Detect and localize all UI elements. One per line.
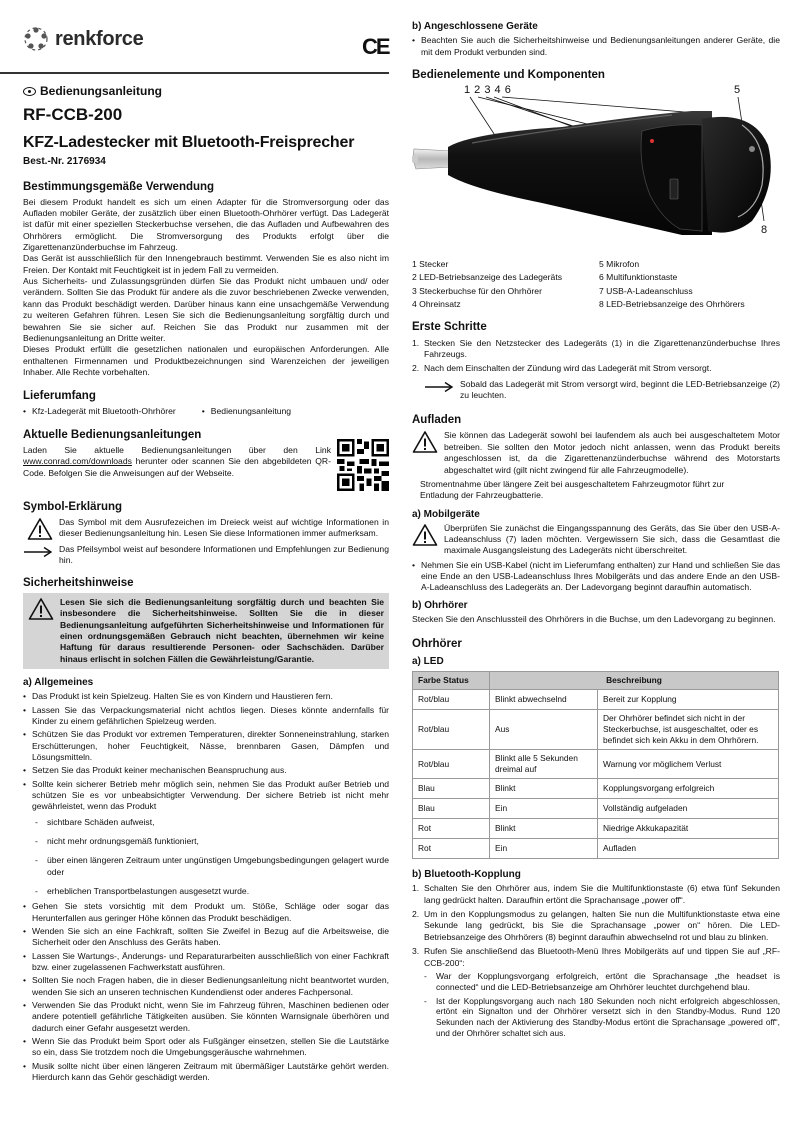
list-item: • Wenden Sie sich an eine Fachkraft, sollten Sie Zweifel in Bezug auf die Arbeitsweise, die Sicherheit oder den Anschluss des Geräts haben. xyxy=(23,926,389,949)
intended-use-p1: Bei diesem Produkt handelt es sich um einen Adapter für die Stromversorgung oder das Aufladen mobiler Geräte, der zusätzlich über einen Bluetooth-Ohrhörer verfügt. Das Ladegerät ist dafür mit einer speziellen Steckerbuchse versehen, die das Aufladen und Aufbewahren des Ohrhörers ermöglicht. Die Stromversorgung des Produkts erfolgt über die Zigarettenanzünderbuchse im Fahrzeug. xyxy=(23,196,389,253)
cell-state: Blinkt xyxy=(490,819,598,839)
symbol-warning-text: Das Symbol mit dem Ausrufezeichen im Dreieck weist auf wichtige Informationen in dieser Bedienungsanleitung hin. Lesen Sie diese Informationen immer aufmerksam. xyxy=(59,517,389,539)
cell-meaning: Der Ohrhörer befindet sich nicht in der Steckerbuchse, ist ausgeschaltet, oder es befindet sich kein Akku in dem Ohrhörern. xyxy=(598,709,779,749)
table-row xyxy=(413,799,779,819)
step-item xyxy=(412,883,780,906)
delivery-item: • Bedienungsanleitung xyxy=(202,406,291,417)
table-row xyxy=(413,839,779,859)
manual-label-text: Bedienungsanleitung xyxy=(40,84,163,98)
table-row xyxy=(413,709,779,749)
cell-state: Blinkt alle 5 Sekunden dreimal auf xyxy=(490,750,598,779)
step-item xyxy=(412,946,780,1039)
table-row xyxy=(413,819,779,839)
arrow-right-icon xyxy=(23,546,53,558)
led-status-table xyxy=(412,671,779,860)
symbol-warning-row xyxy=(27,517,389,541)
sub-list-item: - sichtbare Schäden aufweist, xyxy=(23,817,389,828)
step-text: Nach dem Einschalten der Zündung wird das Ladegerät mit Strom versorgt. xyxy=(424,363,712,374)
list-item: • Lassen Sie Wartungs-, Änderungs- und Reparaturarbeiten ausschließlich von einer Fachkraft bzw. einer zugelassenen Fachwerkstatt ausführen. xyxy=(23,951,389,974)
list-item-text: Sollte kein sicherer Betrieb mehr möglich sein, nehmen Sie das Produkt außer Betrieb und schützen Sie es vor unbeabsichtigter Verwendung. Der sichere Betrieb ist nicht mehr gewährleistet, wenn das Produkt xyxy=(32,778,389,812)
step-text: Rufen Sie anschließend das Bluetooth-Menü Ihres Mobilgeräts auf und tippen Sie auf „RF-CCB-200“: xyxy=(424,946,780,968)
ce-mark: CE xyxy=(362,34,389,59)
manual-eye-icon xyxy=(23,87,36,96)
first-steps-heading: Erste Schritte xyxy=(412,321,487,334)
legend-item: 2 LED-Betriebsanzeige des Ladegeräts xyxy=(412,272,563,283)
led-table-body xyxy=(413,689,779,858)
warning-triangle-icon xyxy=(412,523,438,547)
list-item: • Das Produkt ist kein Spielzeug. Halten Sie es von Kindern und Haustieren fern. xyxy=(23,691,389,702)
step-text: Schalten Sie den Ohrhörer aus, indem Sie die Multifunktionstaste (6) etwa fünf Sekunden lang gedrückt halten. Daraufhin ertönt die Sprachansage „power off“. xyxy=(424,883,780,905)
charger-earphone-illustration xyxy=(412,85,780,255)
list-item: • Sollten Sie noch Fragen haben, die in dieser Bedienungsanleitung nicht beantwortet wurden, wenden Sie sich an unseren technischen Kundendienst oder anderes Fachpersonal. xyxy=(23,975,389,998)
sub-list-item: - erheblichen Transportbelastungen ausgesetzt wurde. xyxy=(23,886,389,897)
cell-color-status: Rot/blau xyxy=(413,689,490,709)
sub-list-item: - über einen längeren Zeitraum unter ungünstigen Umgebungsbedingungen gelagert wurde oder xyxy=(23,855,389,878)
cell-meaning: Bereit zur Kopplung xyxy=(598,689,779,709)
earphone-heading: Ohrhörer xyxy=(412,638,462,651)
legend-item: 3 Steckerbuchse für den Ohrhörer xyxy=(412,285,542,296)
charging-extra-text: Stromentnahme über längere Zeit bei ausgeschaltetem Fahrzeugmotor führt zur Entladung der Fahrzeugbatterie. xyxy=(420,478,725,501)
step-text: Stecken Sie den Netzstecker des Ladegeräts (1) in die Zigarettenanzünderbuchse Ihres Fahrzeugs. xyxy=(424,337,780,359)
first-steps-note xyxy=(424,379,780,402)
right-column xyxy=(412,20,780,1043)
cell-color-status: Rot xyxy=(413,839,490,859)
intended-use-p4: Dieses Produkt erfüllt die gesetzlichen nationalen und europäischen Anforderungen. Alle enthaltenen Firmennamen und Produktbezeichnungen sind Warenzeichen der jeweiligen Inhaber. Alle Rechte vorbehalten. xyxy=(23,344,389,377)
bt-pairing-heading: b) Bluetooth-Kopplung xyxy=(412,869,521,881)
table-row xyxy=(413,779,779,799)
list-item: • Beachten Sie auch die Sicherheitshinweise und Bedienungsanleitungen anderer Geräte, die mit dem Produkt verbunden sind. xyxy=(412,35,780,58)
cell-state: Ein xyxy=(490,799,598,819)
cell-state: Blinkt xyxy=(490,779,598,799)
th-description: Beschreibung xyxy=(490,671,779,689)
mobile-list xyxy=(412,560,780,594)
first-steps-list xyxy=(412,338,780,375)
order-number: Best.-Nr. 2176934 xyxy=(23,156,106,168)
step-number: 3. xyxy=(412,946,420,957)
step-item xyxy=(412,338,780,361)
cell-meaning: Kopplungsvorgang erfolgreich xyxy=(598,779,779,799)
controls-heading: Bedienelemente und Komponenten xyxy=(412,68,605,81)
led-heading: a) LED xyxy=(412,655,444,667)
mobile-warning xyxy=(412,523,780,557)
current-manuals-text-b: herunter oder scannen Sie den abgebildeten QR-Code. Befolgen Sie die Anweisungen auf der Webseite. xyxy=(23,456,331,478)
warning-triangle-icon xyxy=(27,517,53,541)
callout-label-1-6: 1 2 3 4 6 xyxy=(464,84,512,97)
arrow-right-icon xyxy=(424,381,454,393)
step-number: 1. xyxy=(412,337,420,348)
legend-item: 6 Multifunktionstaste xyxy=(599,272,678,283)
warning-triangle-icon xyxy=(28,597,54,621)
step-text: Um in den Kopplungsmodus zu gelangen, halten Sie nun die Multifunktionstaste etwa eine Sekunde lang gedrückt, bis Sie die Sprachansage „power on“ hören. Die LED-Betriebsanzeige des Ohrhörers (8) beginnt daraufhin abwechselnd rot und blau zu blinken. xyxy=(424,909,780,942)
cell-color-status: Blau xyxy=(413,799,490,819)
cell-state: Blinkt abwechselnd xyxy=(490,689,598,709)
cell-meaning: Niedrige Akkukapazität xyxy=(598,819,779,839)
legend-item: 5 Mikrofon xyxy=(599,259,640,270)
warning-triangle-icon xyxy=(412,430,438,454)
sub-list xyxy=(23,817,389,898)
delivery-item: • Kfz-Ladegerät mit Bluetooth-Ohrhörer xyxy=(23,406,176,417)
connected-list xyxy=(412,35,780,58)
list-item: • Setzen Sie das Produkt keiner mechanischen Beanspruchung aus. xyxy=(23,765,389,776)
note-text: Sobald das Ladegerät mit Strom versorgt wird, beginnt die LED-Betriebsanzeige (2) zu leuchten. xyxy=(460,378,780,400)
general-heading: a) Allgemeines xyxy=(23,677,94,689)
earbud-charging-text: Stecken Sie den Anschlussteil des Ohrhörers in die Buchse, um den Ladevorgang zu beginnen. xyxy=(412,613,776,624)
step-item xyxy=(412,909,780,943)
list-item: • Musik sollte nicht über einen längeren Zeitraum mit übermäßiger Lautstärke gehört werden. Hierdurch kann das Gehör geschädigt werden. xyxy=(23,1061,389,1084)
step-number: 2. xyxy=(412,909,420,920)
charging-warning xyxy=(412,430,780,475)
bt-pairing-list xyxy=(412,883,780,1039)
mobile-heading: a) Mobilgeräte xyxy=(412,508,480,520)
list-item: • Gehen Sie stets vorsichtig mit dem Produkt um. Stöße, Schläge oder sogar das Herunterfallen aus geringer Höhe können das Produkt beschädigen. xyxy=(23,901,389,924)
product-diagram xyxy=(412,85,780,255)
legend-item: 1 Stecker xyxy=(412,259,449,270)
qr-code-icon[interactable] xyxy=(337,439,389,491)
product-title: KFZ-Ladestecker mit Bluetooth-Freisprecher xyxy=(23,134,355,152)
cell-color-status: Blau xyxy=(413,779,490,799)
cell-color-status: Rot xyxy=(413,819,490,839)
intended-use-heading: Bestimmungsgemäße Verwendung xyxy=(23,180,215,193)
sub-list-item: - War der Kopplungsvorgang erfolgreich, ertönt die Sprachansage „the headset is connected“ und die LED-Betriebsanzeige am Ohrhörer leuchtet durchgehend blau. xyxy=(412,971,780,994)
list-item: • Wenn Sie das Produkt beim Sport oder als Fußgänger einsetzen, stellen Sie die Lautstärke so ein, dass Sie trotzdem noch die Umgebungsgeräusche wahrnehmen. xyxy=(23,1036,389,1059)
current-manuals-heading: Aktuelle Bedienungsanleitungen xyxy=(23,428,202,441)
cell-state: Aus xyxy=(490,709,598,749)
legend-item: 7 USB-A-Ladeanschluss xyxy=(599,285,693,296)
sub-list xyxy=(412,971,780,1039)
table-header-row xyxy=(413,671,779,689)
cell-meaning: Vollständig aufgeladen xyxy=(598,799,779,819)
step-item xyxy=(412,363,780,374)
delivery-list xyxy=(23,406,389,419)
list-item: • Nehmen Sie ein USB-Kabel (nicht im Lieferumfang enthalten) zur Hand und schließen Sie das eine Ende an den USB-Ladeanschluss Ihres Mobilgeräts und das andere Ende an den USB-A-Ladeanschluss des Ladegeräts an. Der Ladevorgang beginnt daraufhin automatisch. xyxy=(412,560,780,594)
header-rule xyxy=(0,72,389,74)
manual-label xyxy=(23,84,389,100)
th-color-status: Farbe Status xyxy=(413,671,490,689)
list-item xyxy=(23,779,389,898)
sub-list-item: - Ist der Kopplungsvorgang auch nach 180 Sekunden noch nicht erfolgreich abgeschlossen, ertönt ein Signalton und der Ohrhörer versetzt sich in den Standby-Modus. Rund 120 Sekunden nach der Aktivierung des Standby-Modus ertönt die Sprachansage „powered off“, und der Ohrhörer schaltet sich aus. xyxy=(412,996,780,1040)
symbols-heading: Symbol-Erklärung xyxy=(23,500,123,513)
component-legend xyxy=(412,259,780,310)
cell-color-status: Rot/blau xyxy=(413,750,490,779)
cell-meaning: Aufladen xyxy=(598,839,779,859)
list-item: • Lassen Sie das Verpackungsmaterial nicht achtlos liegen. Dieses könnte andernfalls für Kinder zu einem gefährlichen Spielzeug werden. xyxy=(23,705,389,728)
model-number: RF-CCB-200 xyxy=(23,104,123,124)
safety-notice-box xyxy=(23,593,389,669)
current-manuals-text-a: Laden Sie aktuelle Bedienungsanleitungen über den Link xyxy=(23,444,331,455)
list-item: • Schützen Sie das Produkt vor extremen Temperaturen, direkter Sonneneinstrahlung, starken Erschütterungen, hoher Feuchtigkeit, Nässe, brennbaren Gasen, Dämpfen und Lösungsmitteln. xyxy=(23,729,389,763)
delivery-heading: Lieferumfang xyxy=(23,390,96,403)
intended-use-p2: Das Gerät ist ausschließlich für den Innengebrauch bestimmt. Verwenden Sie es also nicht im Freien. Der Kontakt mit Feuchtigkeit ist in jedem Fall zu vermeiden. xyxy=(23,253,389,275)
downloads-link[interactable]: www.conrad.com/downloads xyxy=(23,456,132,467)
charging-heading: Aufladen xyxy=(412,414,462,427)
symbol-arrow-text: Das Pfeilsymbol weist auf besondere Informationen und Empfehlungen zur Bedienung hin. xyxy=(59,544,389,566)
step-number: 2. xyxy=(412,363,420,374)
table-row xyxy=(413,689,779,709)
general-list xyxy=(23,691,389,1083)
list-item: • Verwenden Sie das Produkt nicht, wenn Sie im Fahrzeug führen, Maschinen bedienen oder andere potentiell gefährliche Tätigkeiten ausüben. Sie könnten Warnsignale überhören und dadurch einer Gefahr ausgesetzt werden. xyxy=(23,1000,389,1034)
intended-use-p3: Aus Sicherheits- und Zulassungsgründen dürfen Sie das Produkt nicht umbauen und/ oder verändern. Sollten Sie das Produkt für andere als die zuvor beschriebenen Zwecke verwenden, kann das Produkt beschädigt werden. Darüber hinaus kann eine unsachgemäße Verwendung zu weiteren Gefahren führen. Lesen Sie sich die Bedienungsanleitung sorgfältig durch und bewahren Sie sie sicher auf. Reichen Sie das Produkt nur zusammen mit der Bedienungsanleitung an Dritte weiter. xyxy=(23,276,389,343)
mobile-warning-text: Überprüfen Sie zunächst die Eingangsspannung des Geräts, das Sie über den USB-A-Ladeanschluss (7) laden möchten. Vergewissern Sie sich, dass die Gesamtlast die maximale Ausgangsleistung des Ladegeräts nicht überschreitet. xyxy=(444,522,780,556)
earbud-charging-heading: b) Ohrhörer xyxy=(412,599,468,611)
callout-label-8: 8 xyxy=(761,224,768,237)
callout-label-5: 5 xyxy=(734,84,741,97)
cell-state: Ein xyxy=(490,839,598,859)
left-column xyxy=(23,0,389,1086)
current-manuals-block xyxy=(23,445,389,491)
cell-color-status: Rot/blau xyxy=(413,709,490,749)
current-manuals-text xyxy=(23,445,331,491)
sub-list-item: - nicht mehr ordnungsgemäß funktioniert, xyxy=(23,836,389,847)
step-number: 1. xyxy=(412,883,420,894)
cell-meaning: Warnung vor möglichem Verlust xyxy=(598,750,779,779)
safety-heading: Sicherheitshinweise xyxy=(23,576,134,589)
symbol-arrow-row xyxy=(23,544,389,567)
safety-notice-text: Lesen Sie sich die Bedienungsanleitung sorgfältig durch und beachten Sie insbesondere die Sicherheitshinweise. Sollten Sie die in dieser Bedienungsanleitung aufgeführten Sicherheitshinweise und Informationen für einen ordnungsgemäßen Gebrauch nicht beachten, übernehmen wir keine Haftung für daraus resultierende Personen- oder Sachschäden. Darüber hinaus erlischt in solchen Fällen die Gewährleistung/Garantie. xyxy=(60,596,384,664)
charging-warning-text: Sie können das Ladegerät sowohl bei laufendem als auch bei ausgeschaltetem Motor betreiben. Sie sollten den Motor jedoch nicht anlassen, wenn das Produkt bereits angeschlossen ist, da die Zigarettenanzünderbuchse während des Motorstarts abgeschaltet wird (gilt nicht zwingend für alle Fahrzeugmodelle). xyxy=(444,430,780,475)
brand-name: renkforce xyxy=(55,28,144,50)
legend-item: 4 Ohreinsatz xyxy=(412,299,461,310)
table-row xyxy=(413,750,779,779)
legend-item: 8 LED-Betriebsanzeige des Ohrhörers xyxy=(599,299,745,310)
connected-heading: b) Angeschlossene Geräte xyxy=(412,21,538,32)
